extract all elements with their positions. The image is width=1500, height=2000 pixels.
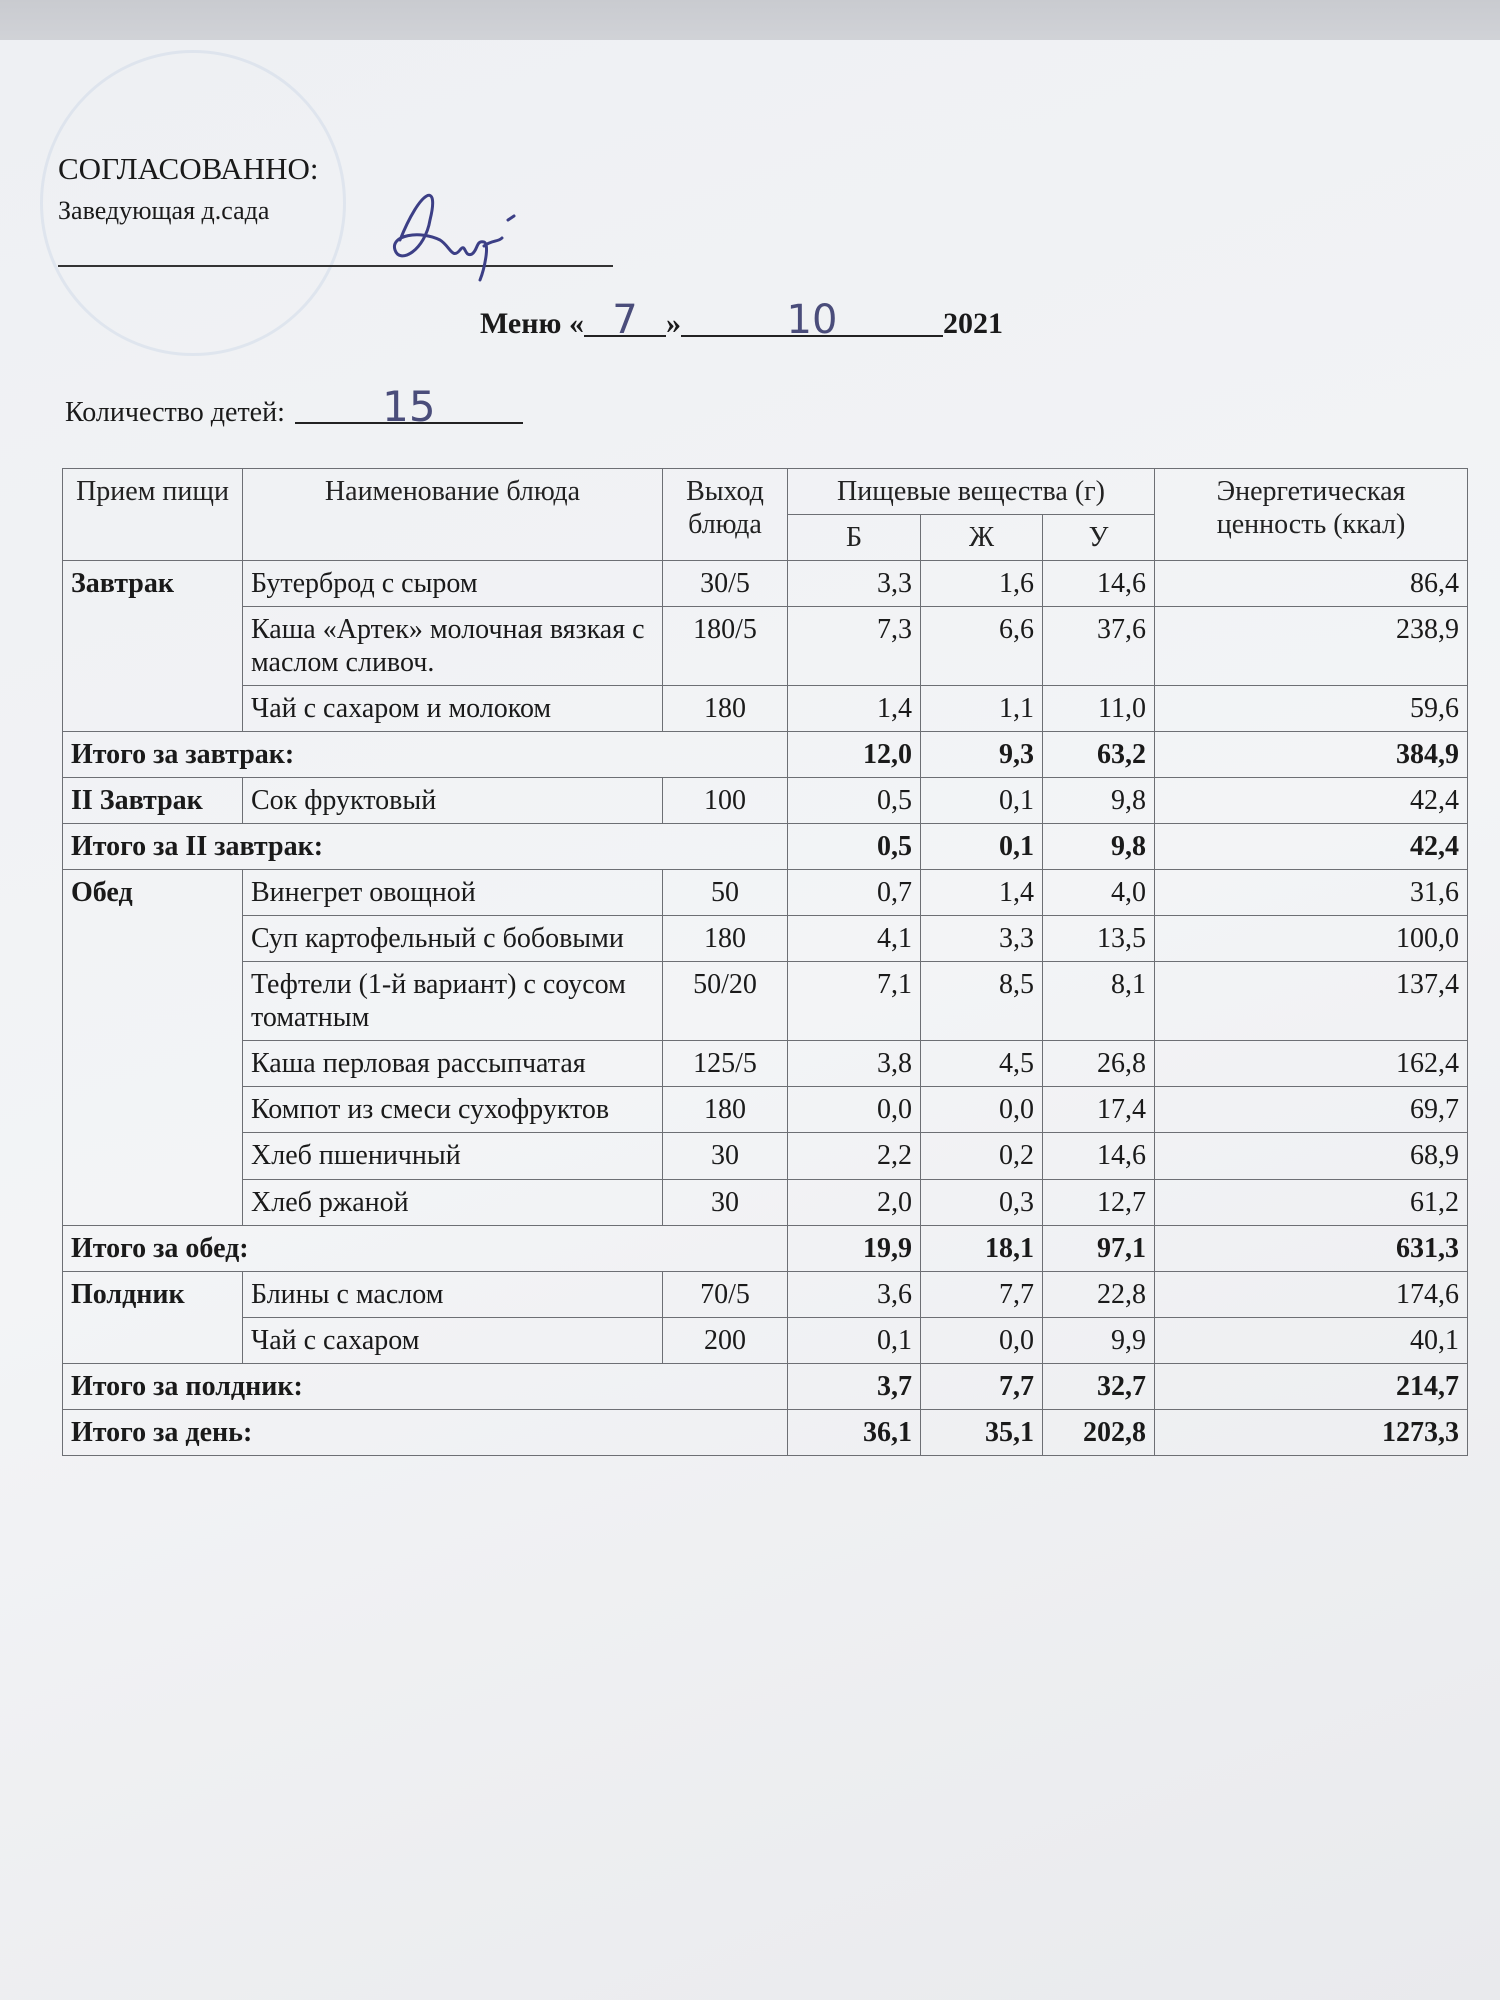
dish-yield: 30 [663, 1133, 788, 1179]
table-row [63, 962, 1468, 1041]
signature-image [380, 180, 520, 290]
dish-energy: 59,6 [1155, 686, 1468, 732]
table-row [63, 1179, 1468, 1225]
dish-name: Чай с сахаром и молоком [243, 686, 663, 732]
dish-protein: 0,7 [788, 870, 921, 916]
dish-protein: 3,3 [788, 561, 921, 607]
table-row [63, 607, 1468, 686]
total-energy: 384,9 [1155, 732, 1468, 778]
dish-name: Винегрет овощной [243, 870, 663, 916]
section-total-row [63, 824, 1468, 870]
header-yield: Выход блюда [663, 469, 788, 561]
children-value: 15 [295, 392, 523, 424]
menu-month: 10 [681, 305, 943, 337]
meal-cell-empty [63, 1179, 243, 1225]
dish-carbs: 4,0 [1043, 870, 1155, 916]
dish-yield: 125/5 [663, 1041, 788, 1087]
meal-cell-empty [63, 686, 243, 732]
section-total-row [63, 1363, 1468, 1409]
meal-label: Завтрак [63, 561, 243, 607]
total-protein: 0,5 [788, 824, 921, 870]
dish-protein: 3,8 [788, 1041, 921, 1087]
total-carbs: 32,7 [1043, 1363, 1155, 1409]
meal-label: Полдник [63, 1271, 243, 1317]
table-row [63, 1041, 1468, 1087]
dish-name: Тефтели (1-й вариант) с соусом томатным [243, 962, 663, 1041]
dish-protein: 0,5 [788, 778, 921, 824]
total-protein: 19,9 [788, 1225, 921, 1271]
meal-cell-empty [63, 1133, 243, 1179]
dish-protein: 7,3 [788, 607, 921, 686]
table-row [63, 778, 1468, 824]
total-fat: 9,3 [921, 732, 1043, 778]
dish-yield: 180/5 [663, 607, 788, 686]
dish-energy: 31,6 [1155, 870, 1468, 916]
table-row [63, 1133, 1468, 1179]
menu-title-prefix: Меню « [480, 307, 584, 340]
dish-fat: 1,4 [921, 870, 1043, 916]
dish-yield: 200 [663, 1317, 788, 1363]
dish-energy: 42,4 [1155, 778, 1468, 824]
dish-carbs: 11,0 [1043, 686, 1155, 732]
dish-name: Сок фруктовый [243, 778, 663, 824]
table-row [63, 561, 1468, 607]
header-fat: Ж [921, 515, 1043, 561]
dish-carbs: 17,4 [1043, 1087, 1155, 1133]
dish-name: Каша перловая рассыпчатая [243, 1041, 663, 1087]
dish-name: Суп картофельный с бобовыми [243, 916, 663, 962]
dish-protein: 7,1 [788, 962, 921, 1041]
dish-energy: 61,2 [1155, 1179, 1468, 1225]
day-total-protein: 36,1 [788, 1409, 921, 1455]
meal-label: Обед [63, 870, 243, 916]
header-nutrients: Пищевые вещества (г) [788, 469, 1155, 515]
dish-energy: 162,4 [1155, 1041, 1468, 1087]
header-protein: Б [788, 515, 921, 561]
dish-carbs: 14,6 [1043, 1133, 1155, 1179]
dish-name: Компот из смеси сухофруктов [243, 1087, 663, 1133]
header-carbs: У [1043, 515, 1155, 561]
table-row [63, 1317, 1468, 1363]
dish-fat: 0,0 [921, 1087, 1043, 1133]
dish-energy: 137,4 [1155, 962, 1468, 1041]
dish-name: Бутерброд с сыром [243, 561, 663, 607]
approval-role: Заведующая д.сада [58, 195, 270, 225]
meal-cell-empty [63, 962, 243, 1041]
dish-carbs: 37,6 [1043, 607, 1155, 686]
total-label: Итого за завтрак: [63, 732, 788, 778]
table-row [63, 870, 1468, 916]
menu-day: 7 [584, 305, 666, 337]
menu-year: 2021 [942, 307, 1003, 340]
children-count [65, 382, 523, 431]
total-label: Итого за II завтрак: [63, 824, 788, 870]
dish-yield: 180 [663, 1087, 788, 1133]
meal-cell-empty [63, 916, 243, 962]
dish-energy: 69,7 [1155, 1087, 1468, 1133]
dish-fat: 1,1 [921, 686, 1043, 732]
table-row [63, 916, 1468, 962]
header-dish: Наименование блюда [243, 469, 663, 561]
table-row [63, 1087, 1468, 1133]
dish-yield: 30/5 [663, 561, 788, 607]
total-protein: 12,0 [788, 732, 921, 778]
day-total-energy: 1273,3 [1155, 1409, 1468, 1455]
meal-cell-empty [63, 1041, 243, 1087]
dish-fat: 8,5 [921, 962, 1043, 1041]
dish-fat: 1,6 [921, 561, 1043, 607]
day-total-carbs: 202,8 [1043, 1409, 1155, 1455]
dish-protein: 0,1 [788, 1317, 921, 1363]
total-label: Итого за полдник: [63, 1363, 788, 1409]
header-meal: Прием пищи [63, 469, 243, 561]
dish-yield: 50/20 [663, 962, 788, 1041]
dish-yield: 70/5 [663, 1271, 788, 1317]
meal-cell-empty [63, 1317, 243, 1363]
dish-yield: 100 [663, 778, 788, 824]
dish-yield: 30 [663, 1179, 788, 1225]
dish-energy: 238,9 [1155, 607, 1468, 686]
menu-title [480, 297, 1003, 343]
dish-fat: 0,2 [921, 1133, 1043, 1179]
dish-fat: 6,6 [921, 607, 1043, 686]
dish-name: Хлеб ржаной [243, 1179, 663, 1225]
total-energy: 42,4 [1155, 824, 1468, 870]
dish-energy: 100,0 [1155, 916, 1468, 962]
total-fat: 7,7 [921, 1363, 1043, 1409]
day-total-fat: 35,1 [921, 1409, 1043, 1455]
dish-protein: 2,2 [788, 1133, 921, 1179]
signature-line [58, 227, 613, 267]
dish-name: Чай с сахаром [243, 1317, 663, 1363]
header-energy: Энергетическая ценность (ккал) [1155, 469, 1468, 561]
children-label: Количество детей: [65, 397, 285, 428]
table-row [63, 686, 1468, 732]
meal-cell-empty [63, 607, 243, 686]
total-protein: 3,7 [788, 1363, 921, 1409]
dish-fat: 3,3 [921, 916, 1043, 962]
table-row [63, 1271, 1468, 1317]
dish-protein: 1,4 [788, 686, 921, 732]
dish-protein: 0,0 [788, 1087, 921, 1133]
total-carbs: 63,2 [1043, 732, 1155, 778]
total-fat: 0,1 [921, 824, 1043, 870]
menu-title-middle: » [665, 307, 681, 340]
total-label: Итого за обед: [63, 1225, 788, 1271]
dish-yield: 50 [663, 870, 788, 916]
dish-yield: 180 [663, 916, 788, 962]
dish-energy: 86,4 [1155, 561, 1468, 607]
dish-fat: 0,3 [921, 1179, 1043, 1225]
day-total-label: Итого за день: [63, 1409, 788, 1455]
dish-protein: 2,0 [788, 1179, 921, 1225]
dish-fat: 0,1 [921, 778, 1043, 824]
total-energy: 631,3 [1155, 1225, 1468, 1271]
dish-carbs: 26,8 [1043, 1041, 1155, 1087]
total-carbs: 9,8 [1043, 824, 1155, 870]
dish-protein: 3,6 [788, 1271, 921, 1317]
total-energy: 214,7 [1155, 1363, 1468, 1409]
section-total-row [63, 1225, 1468, 1271]
dish-energy: 40,1 [1155, 1317, 1468, 1363]
meal-label: II Завтрак [63, 778, 243, 824]
meal-cell-empty [63, 1087, 243, 1133]
dish-fat: 4,5 [921, 1041, 1043, 1087]
dish-carbs: 9,8 [1043, 778, 1155, 824]
menu-table [62, 468, 1468, 1456]
dish-fat: 0,0 [921, 1317, 1043, 1363]
total-carbs: 97,1 [1043, 1225, 1155, 1271]
dish-carbs: 12,7 [1043, 1179, 1155, 1225]
dish-energy: 174,6 [1155, 1271, 1468, 1317]
section-total-row [63, 732, 1468, 778]
day-total-row [63, 1409, 1468, 1455]
dish-carbs: 13,5 [1043, 916, 1155, 962]
dish-carbs: 14,6 [1043, 561, 1155, 607]
dish-yield: 180 [663, 686, 788, 732]
dish-carbs: 22,8 [1043, 1271, 1155, 1317]
dish-name: Блины с маслом [243, 1271, 663, 1317]
approval-heading: СОГЛАСОВАННО: [58, 151, 319, 186]
dish-carbs: 8,1 [1043, 962, 1155, 1041]
dish-fat: 7,7 [921, 1271, 1043, 1317]
dish-protein: 4,1 [788, 916, 921, 962]
dish-carbs: 9,9 [1043, 1317, 1155, 1363]
dish-energy: 68,9 [1155, 1133, 1468, 1179]
total-fat: 18,1 [921, 1225, 1043, 1271]
dish-name: Каша «Артек» молочная вязкая с маслом сливоч. [243, 607, 663, 686]
dish-name: Хлеб пшеничный [243, 1133, 663, 1179]
approval-block [58, 150, 613, 267]
